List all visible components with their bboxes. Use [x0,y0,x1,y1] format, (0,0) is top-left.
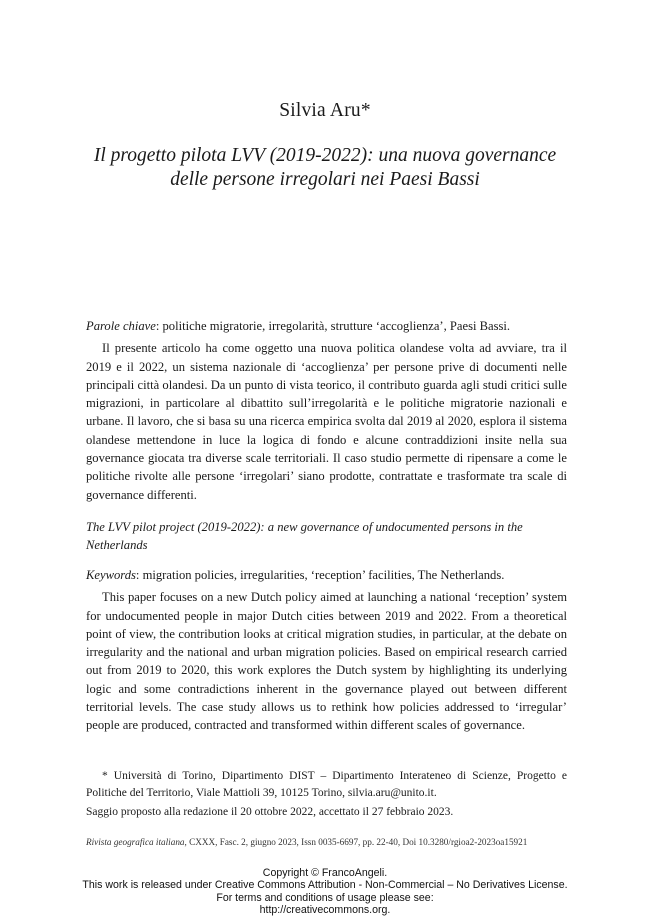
copyright-notice [0,867,650,916]
license-line: This work is released under Creative Commons Attribution - Non-Commercial – No Derivatives License. [82,879,568,892]
author-name: Silvia Aru* [279,100,371,121]
license-url[interactable]: http://creativecommons.org. [259,903,391,916]
italian-keywords-text: : politiche migratorie, irregolarità, strutture ‘accoglienza’, Paesi Bassi. [155,319,511,333]
italian-abstract-body: Il presente articolo ha come oggetto una nuova politica olandese volta ad avviare, tra il 2019 e il 2022, un sistema nazionale di ‘accoglienza’ per persone prive di documenti nelle principali città olandesi. Da un punto di vista teorico, il contributo guarda agli studi critici sulle migrazioni, in particolare al dibattito sull’irregolarità e le politiche migratorie nazionali e urbane. Il lavoro, che si basa su una ricerca empirica svolta dal 2019 al 2020, esplora il sistema olandese mettendone in luce la logica di fondo e alcune contraddizioni insite nella sua governance giocata tra diverse scale territoriali. Il caso studio permette di ripensare a come le politiche rivolte alle persone ‘irregolari’ siano prodotte, contrattate e trasformate tra scale di governance differenti. [86,341,567,502]
author-affiliation: * Università di Torino, Dipartimento DIST – Dipartimento Interateneo di Scienze, Progetto e Politiche del Territorio, Viale Mattioli 39, 10125 Torino, silvia.aru@unito.it. [86,770,567,799]
article-title-line-1: Il progetto pilota LVV (2019-2022): una nuova governance [93,145,557,166]
footnote [86,768,567,821]
article-title-line-2: delle persone irregolari nei Paesi Bassi [170,169,480,190]
article-title [70,144,580,192]
english-title: The LVV pilot project (2019-2022): a new governance of undocumented persons in the Netherlands [86,520,523,552]
italian-keywords-label: Parole chiave [86,319,156,333]
english-abstract-body: This paper focuses on a new Dutch policy aimed at launching a national ‘reception’ system for undocumented people in major Dutch cities between 2019 and 2022. From a theoretical point of view, the contribution looks at critical migration studies, in particular, at the debate on irregularity and the national and urban migration policies. Based on empirical research carried out from 2019 to 2020, this work explores the Dutch system by highlighting its underlying logic and some contradictions inherent in the governance played out between different territorial levels. The case study allows us to rethink how policies addressed to ‘irregular’ people are produced, contracted and transformed within different scales of governance. [86,590,567,733]
submission-note: Saggio proposto alla redazione il 20 ottobre 2022, accettato il 27 febbraio 2023. [86,806,454,818]
italian-keywords [86,317,567,335]
copyright-line: Copyright © FrancoAngeli. [262,867,388,879]
english-keywords [86,566,567,584]
journal-name: Rivista geografica italiana [86,837,185,847]
english-keywords-label: Keywords [86,568,136,582]
journal-details: , CXXX, Fasc. 2, giugno 2023, Issn 0035-6697, pp. 22-40, Doi 10.3280/rgioa2-2023oa15921 [184,837,528,847]
english-keywords-text: : migration policies, irregularities, ‘reception’ facilities, The Netherlands. [135,568,505,582]
terms-line: For terms and conditions of usage please see: [216,891,434,904]
running-footer [86,837,567,847]
english-abstract [86,518,567,735]
italian-abstract [86,317,567,504]
